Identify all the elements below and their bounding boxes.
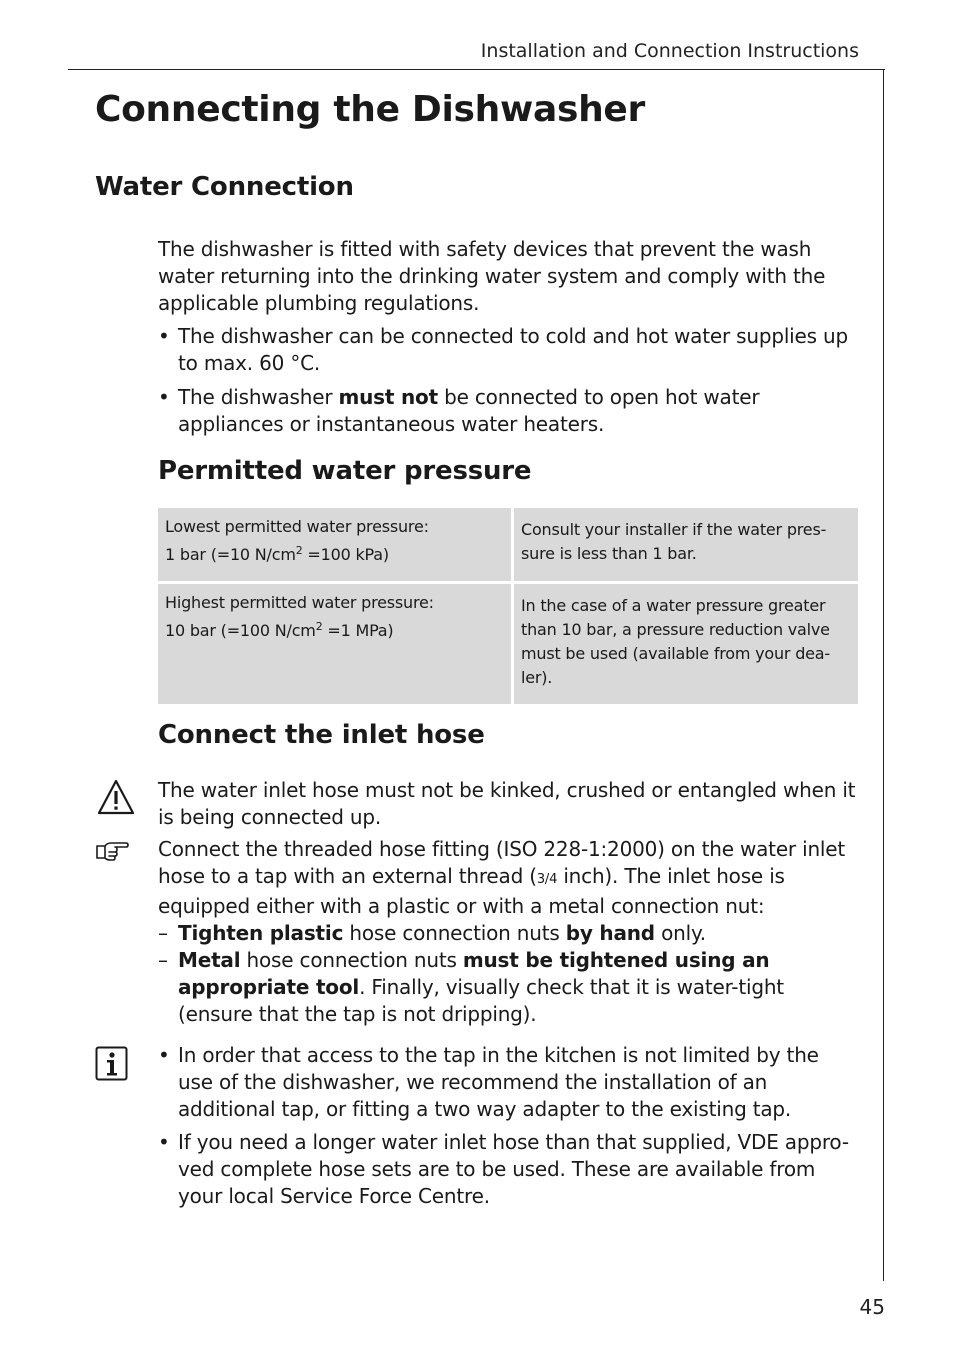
instruction-text: inch). The inlet hose is equipped either with a plastic or with a metal connection nut:	[158, 864, 785, 918]
value-text: 1 bar (=10 N/cm	[165, 545, 296, 564]
info-bullet-hose-sets	[158, 1129, 858, 1210]
dash-item-plastic	[158, 920, 858, 947]
bullet-text: The dishwasher can be connected to cold and hot water supplies up to max. 60 °C.	[178, 324, 848, 375]
pressure-table	[158, 508, 858, 704]
dash-mark: –	[158, 948, 168, 972]
warning-paragraph: The water inlet hose must not be kinked, crushed or entangled when it is being connected up.	[158, 778, 856, 829]
instruction-paragraph	[158, 836, 858, 920]
pressure-lowest-cell	[158, 508, 513, 583]
pressure-lowest-label: Lowest permitted water pressure:	[165, 517, 429, 536]
dash-bold: must be tightened using an appropriate tool	[178, 948, 770, 999]
bullet-text: In order that access to the tap in the kitchen is not limited by the use of the dishwasher, we recommend the installation of an additional tap, or fitting a two way adapter to the existing tap.	[178, 1043, 819, 1121]
dash-bold: Metal	[178, 948, 241, 972]
margin-rule	[883, 69, 884, 1281]
warning-triangle-icon	[97, 779, 135, 815]
heading-connect-inlet-hose: Connect the inlet hose	[158, 720, 485, 750]
pressure-highest-value	[165, 619, 504, 643]
running-header: Installation and Connection Instructions	[480, 40, 859, 62]
dash-item-metal	[158, 947, 858, 1028]
pressure-highest-cell	[158, 583, 513, 705]
bullet-mark: •	[158, 1043, 170, 1067]
value-superscript: 2	[295, 544, 303, 557]
page-title: Connecting the Dishwasher	[95, 89, 645, 130]
section-heading-water-connection: Water Connection	[95, 172, 354, 202]
bullet-must-not	[158, 384, 858, 438]
pressure-lowest-value	[165, 543, 504, 567]
table-row	[158, 508, 858, 583]
heading-permitted-pressure: Permitted water pressure	[158, 456, 532, 486]
bullet-mark: •	[158, 385, 170, 409]
value-text: =1 MPa)	[322, 621, 394, 640]
dash-mark: –	[158, 921, 168, 945]
bullet-temperature	[158, 323, 858, 377]
header-rule	[68, 69, 885, 70]
bullet-mark: •	[158, 1130, 170, 1154]
pressure-highest-note	[513, 583, 859, 705]
info-icon	[95, 1046, 128, 1081]
instruction-text: Connect the threaded hose fitting (ISO 228-1:2000) on the water inlet hose to a tap with an external thread (	[158, 837, 846, 888]
value-text: 10 bar (=100 N/cm	[165, 621, 316, 640]
pressure-lowest-note	[513, 508, 859, 583]
bullet-mark: •	[158, 324, 170, 348]
bullet-text-before: The dishwasher	[178, 385, 339, 409]
instruction-block	[158, 836, 858, 1028]
note-text: Consult your installer if the water pres-sure is less than 1 bar.	[521, 520, 827, 563]
dash-bold: by hand	[565, 921, 655, 945]
pointing-hand-icon	[95, 840, 129, 862]
bullet-text: If you need a longer water inlet hose than that supplied, VDE appro-ved complete hose sets are to be used. These are available from your local Service Force Centre.	[178, 1130, 849, 1208]
table-row	[158, 583, 858, 705]
bullet-text-bold: must not	[338, 385, 438, 409]
intro-paragraph: The dishwasher is fitted with safety devices that prevent the wash water returning into the drinking water system and comply with the applicable plumbing regulations.	[158, 237, 826, 315]
value-text: =100 kPa)	[302, 545, 389, 564]
page-number: 45	[859, 1295, 885, 1319]
dash-text: . Finally, visually check that it is water-tight (ensure that the tap is not dripping).	[178, 975, 784, 1026]
dash-text: hose connection nuts	[240, 948, 463, 972]
info-bullet-adapter	[158, 1042, 858, 1123]
value-superscript: 2	[315, 620, 323, 633]
note-text: In the case of a water pressure greater than 10 bar, a pressure reduction valve must be used (available from your dea-ler).	[521, 596, 830, 687]
bullet-text-after: be connected to open hot water appliances or instantaneous water heaters.	[178, 385, 760, 436]
dash-bold: Tighten plastic	[178, 921, 344, 945]
dash-text: hose connection nuts	[343, 921, 566, 945]
instruction-fraction: 3/4	[536, 872, 558, 887]
dash-text: only.	[654, 921, 706, 945]
pressure-highest-label: Highest permitted water pressure:	[165, 593, 434, 612]
